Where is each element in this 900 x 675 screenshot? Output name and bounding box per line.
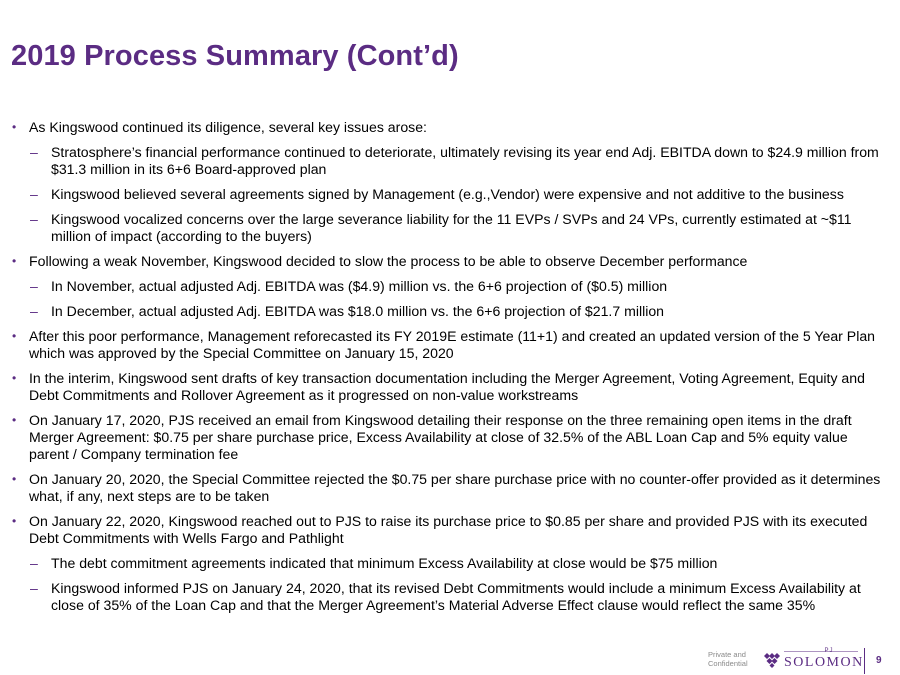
dash-marker-icon: – [30, 211, 38, 227]
sub-bullet-item [10, 580, 890, 614]
dash-marker-icon: – [30, 144, 38, 160]
bullet-item [10, 253, 890, 270]
dash-marker-icon: – [30, 278, 38, 294]
bullet-marker-icon: • [12, 371, 17, 385]
bullet-text: Following a weak November, Kingswood decided to slow the process to be able to observe December performance [29, 253, 748, 269]
sub-bullet-item [10, 303, 890, 320]
sub-bullet-item [10, 144, 890, 178]
solomon-diamond-mark-icon [762, 651, 782, 669]
logo-prefix: PJ [824, 648, 834, 654]
bullet-text: After this poor performance, Management reforecasted its FY 2019E estimate (11+1) and created an updated version of the 5 Year Plan which was approved by the Special Committee on January 15, 2020 [29, 328, 876, 361]
bullet-marker-icon: • [12, 514, 17, 528]
bullet-marker-icon: • [12, 120, 17, 134]
bullet-text: Kingswood believed several agreements signed by Management (e.g.,Vendor) were expensive and not additive to the business [51, 186, 844, 202]
bullet-item [10, 513, 890, 547]
logo-name: SOLOMON [784, 655, 864, 670]
confidentiality-line-1: Private and [708, 650, 746, 659]
bullet-marker-icon: • [12, 413, 17, 427]
dash-marker-icon: – [30, 555, 38, 571]
sub-bullet-item [10, 278, 890, 295]
bullet-text: In December, actual adjusted Adj. EBITDA was $18.0 million vs. the 6+6 projection of $21.7 million [51, 303, 665, 319]
bullet-marker-icon: • [12, 329, 17, 343]
dash-marker-icon: – [30, 580, 38, 596]
dash-marker-icon: – [30, 186, 38, 202]
bullet-item [10, 328, 890, 362]
confidentiality-notice [708, 650, 768, 668]
sub-bullet-item [10, 186, 890, 203]
footer-divider [864, 648, 865, 674]
sub-bullet-item [10, 555, 890, 572]
bullet-item [10, 412, 890, 463]
pj-solomon-logo [762, 648, 864, 672]
bullet-marker-icon: • [12, 254, 17, 268]
page-number: 9 [876, 655, 882, 666]
bullet-text: On January 20, 2020, the Special Committee rejected the $0.75 per share purchase price with no counter-offer provided as it determines what, if any, next steps are to be taken [29, 471, 881, 504]
bullet-text: On January 17, 2020, PJS received an email from Kingswood detailing their response on the three remaining open items in the draft Merger Agreement: $0.75 per share purchase price, Excess Availability at close of 32.5% of the ABL Loan Cap and 5% equity value parent / Company termination fee [29, 412, 852, 462]
dash-marker-icon: – [30, 303, 38, 319]
bullet-text: In the interim, Kingswood sent drafts of key transaction documentation including the Merger Agreement, Voting Agreement, Equity and Debt Commitments and Rollover Agreement as it progressed on non-value workstreams [29, 370, 865, 403]
bullet-item [10, 119, 890, 136]
bullet-text: Stratosphere’s financial performance continued to deteriorate, ultimately revising its year end Adj. EBITDA down to $24.9 million from $31.3 million in its 6+6 Board-approved plan [51, 144, 879, 177]
bullet-text: The debt commitment agreements indicated that minimum Excess Availability at close would be $75 million [51, 555, 718, 571]
bullet-text: On January 22, 2020, Kingswood reached out to PJS to raise its purchase price to $0.85 per share and provided PJS with its executed Debt Commitments with Wells Fargo and Pathlight [29, 513, 868, 546]
confidentiality-line-2: Confidential [708, 659, 748, 668]
bullet-marker-icon: • [12, 472, 17, 486]
bullet-text: Kingswood informed PJS on January 24, 2020, that its revised Debt Commitments would include a minimum Excess Availability at close of 35% of the Loan Cap and that the Merger Agreement’s Material Adverse Effect clause would reflect the same 35% [51, 580, 861, 613]
bullet-item [10, 370, 890, 404]
bullet-list [10, 119, 890, 622]
sub-bullet-item [10, 211, 890, 245]
bullet-text: As Kingswood continued its diligence, several key issues arose: [29, 119, 427, 135]
bullet-text: Kingswood vocalized concerns over the large severance liability for the 11 EVPs / SVPs and 24 VPs, currently estimated at ~$11 million of impact (according to the buyers) [51, 211, 852, 244]
bullet-item [10, 471, 890, 505]
bullet-text: In November, actual adjusted Adj. EBITDA was ($4.9) million vs. the 6+6 projection of ($0.5) million [51, 278, 668, 294]
slide-title: 2019 Process Summary (Cont’d) [11, 40, 459, 72]
